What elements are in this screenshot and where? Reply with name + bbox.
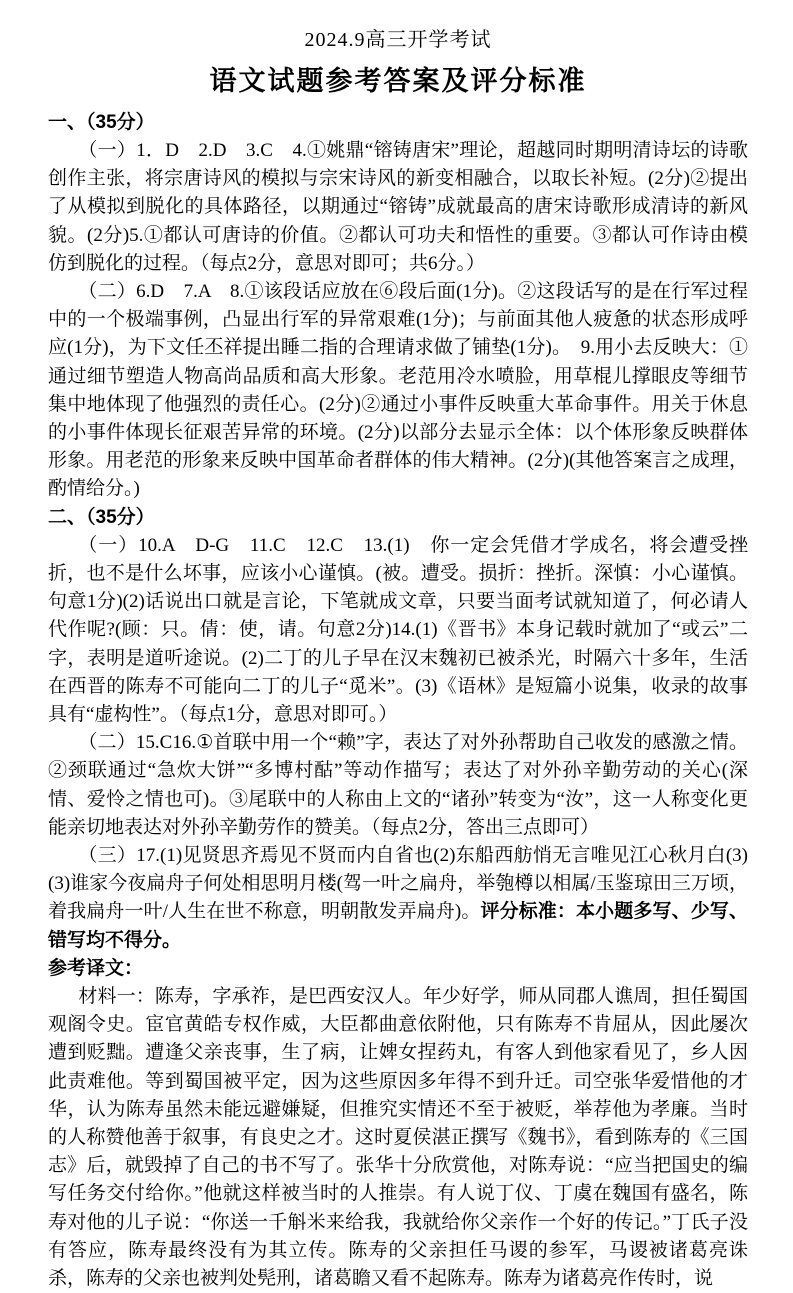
reference-translation-heading: 参考译文： — [48, 957, 144, 979]
section-one-heading: 一、（35分） — [48, 112, 155, 134]
section-two-answer-paragraph-3 — [48, 842, 748, 955]
exam-header: 2024.9高三开学考试 — [304, 29, 492, 51]
answer-17-text: （三）17.(1)见贤思齐焉见不贤而内自省也(2)东船西舫悄无言唯见江心秋月白(3)(3)谁家今夜扁舟子何处相思明月楼(驾一叶之扁舟，举匏樽以相属/玉鉴琼田三万顷，着我扁舟一叶/人生在世不称意，明朝散发弄扁舟)。 — [48, 844, 748, 923]
page-title: 语文试题参考答案及评分标准 — [209, 66, 587, 96]
section-one-answer-paragraph-2: （二）6.D 7.A 8.①该段话应放在⑥段后面(1分)。②这段话写的是在行军过程中的一个极端事例，凸显出行军的异常艰难(1分)；与前面其他人疲惫的状态形成呼应(1分)，为下文任丕祥提出睡二指的合理请求做了铺垫(1分)。 9.用小去反映大：①通过细节塑造人物高尚品质和高大形象。老范用冷水喷脸，用草棍儿撑眼皮等细节集中地体现了他强烈的责任心。(2分)②通过小事件反映重大革命事件。用关于休息的小事件体现长征艰苦异常的环境。(2分)以部分去显示全体：以个体形象反映群体形象。用老范的形象来反映中国革命者群体的伟大精神。(2分)(其他答案言之成理，酌情给分。) — [48, 281, 748, 500]
scoring-standard-note: 评分标准：本小题多写、少写、错写均不得分。 — [48, 901, 748, 951]
translation-material-one-paragraph: 材料一：陈寿，字承祚，是巴西安汉人。年少好学，师从同郡人谯周，担任蜀国观阁令史。宦官黄皓专权作威，大臣都曲意依附他，只有陈寿不肯屈从，因此屡次遭到贬黜。遭逢父亲丧事，生了病，让婢女捏药丸，有客人到他家看见了，乡人因此责难他。等到蜀国被平定，因为这些原因多年得不到升迁。司空张华爱惜他的才华，认为陈寿虽然未能远避嫌疑，但推究实情还不至于被贬，举荐他为孝廉。当时的人称赞他善于叙事，有良史之才。这时夏侯湛正撰写《魏书》，看到陈寿的《三国志》后，就毁掉了自己的书不写了。张华十分欣赏他，对陈寿说：“应当把国史的编写任务交付给你。”他就这样被当时的人推崇。有人说丁仪、丁虞在魏国有盛名，陈寿对他的儿子说：“你送一千斛米来给我，我就给你父亲作一个好的传记。”丁氏子没有答应，陈寿最终没有为其立传。陈寿的父亲担任马谡的参军，马谡被诸葛亮诛杀，陈寿的父亲也被判处髡刑，诸葛瞻又看不起陈寿。陈寿为诸葛亮作传时，说 — [48, 985, 748, 1289]
section-one-answer-paragraph-1: （一）1．D 2.D 3.C 4.①姚鼎“镕铸唐宋”理论，超越同时期明清诗坛的诗歌创作主张，将宗唐诗风的模拟与宗宋诗风的新变相融合，以取长补短。(2分)②提出了从模拟到脱化的具体路径，以期通过“镕铸”成就最高的唐宋诗歌形成清诗的新风貌。(2分)5.①都认可唐诗的价值。②都认可功夫和悟性的重要。③都认可作诗由模仿到脱化的过程。（每点2分，意思对即可；共6分。） — [48, 140, 748, 274]
section-two-answer-paragraph-2: （二）15.C16.①首联中用一个“赖”字，表达了对外孙帮助自己收发的感激之情。②颈联通过“急炊大饼”“多博村酤”等动作描写；表达了对外孙辛勤劳动的关心(深情、爱怜之情也可)。③尾联中的人称由上文的“诸孙”转变为“汝”，这一人称变化更能亲切地表达对外孙辛勤劳作的赞美。（每点2分，答出三点即可） — [48, 732, 748, 838]
section-two-answer-paragraph-1: （一）10.A D-G 11.C 12.C 13.(1) 你一定会凭借才学成名，将会遭受挫折，也不是什么坏事，应该小心谨慎。(被。遭受。损折：挫折。深慎：小心谨慎。句意1分)(2)话说出口就是言论，下笔就成文章，只要当面考试就知道了，何必请人代作呢?(顾：只。倩：使，请。句意2分)14.(1)《晋书》本身记载时就加了“或云”二字，表明是道听途说。(2)二丁的儿子早在汉末魏初已被杀光，时隔六十多年，生活在西晋的陈寿不可能向二丁的儿子“觅米”。(3)《语林》是短篇小说集，收录的故事具有“虚构性”。（每点1分，意思对即可。） — [48, 534, 748, 725]
section-two-heading: 二、（35分） — [48, 506, 155, 528]
